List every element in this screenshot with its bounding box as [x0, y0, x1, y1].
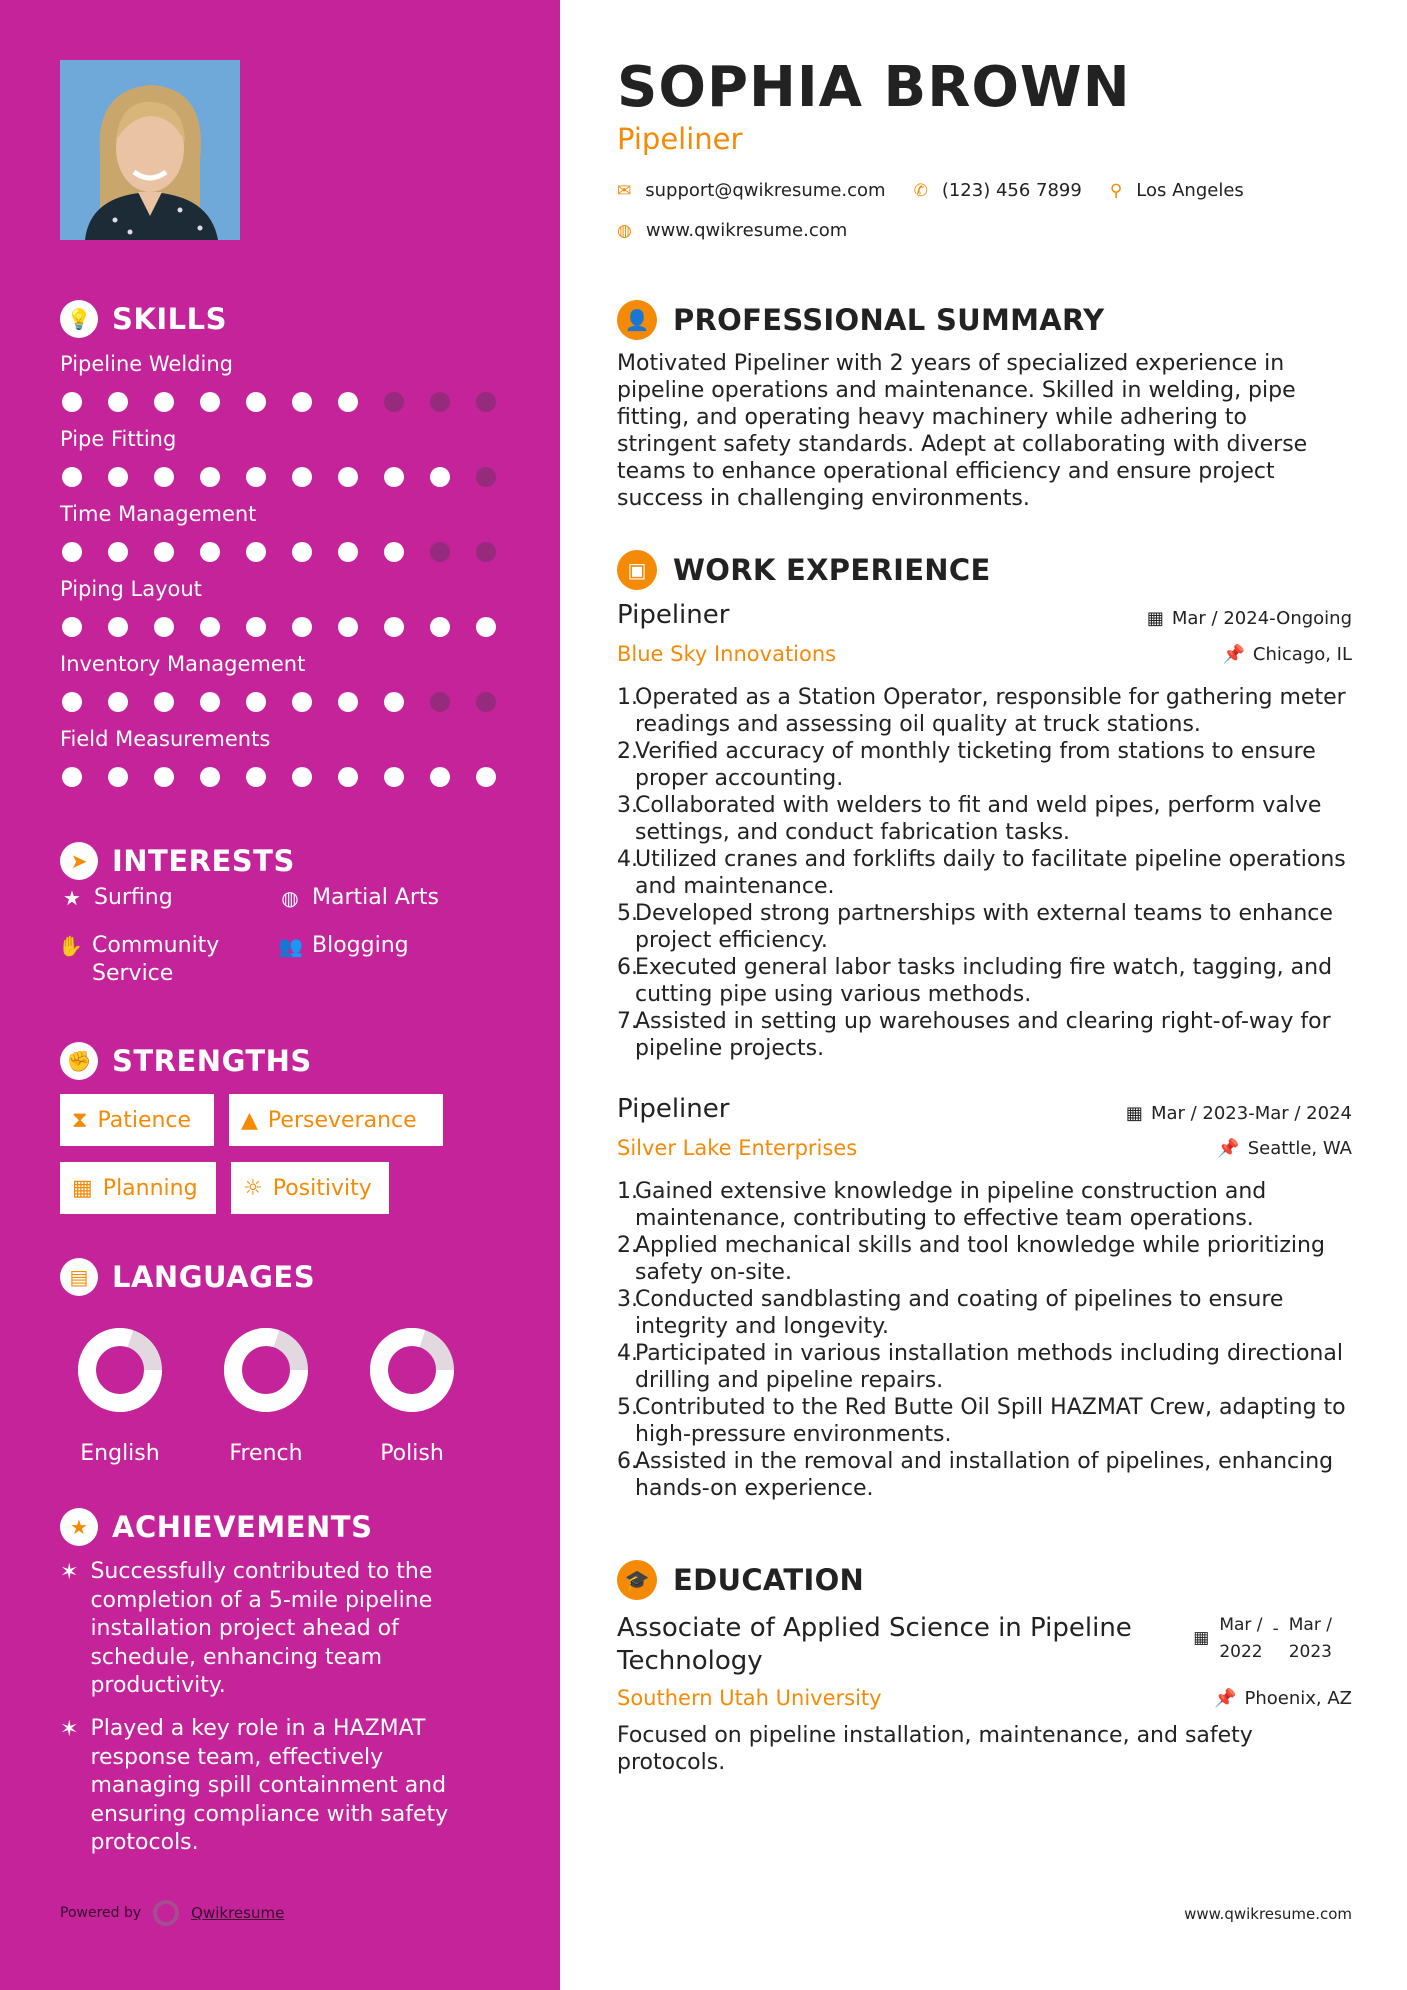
strength-tag: ▲ Perseverance	[229, 1094, 443, 1146]
interest-item: ★ Surfing	[60, 884, 173, 912]
rating-dot-filled	[384, 542, 404, 562]
item-number: 3.	[617, 793, 638, 818]
skill-name: Field Measurements	[60, 727, 271, 751]
rating-dot-filled	[154, 392, 174, 412]
responsibility-item	[617, 792, 1352, 846]
rating-dot-empty	[476, 467, 496, 487]
skill-rating	[62, 542, 500, 562]
pin-icon: 📌	[1214, 1688, 1237, 1709]
skill-rating	[62, 467, 500, 487]
rating-dot-filled	[292, 692, 312, 712]
rating-dot-filled	[108, 542, 128, 562]
degree-title: Associate of Applied Science in Pipeline Technology	[617, 1613, 1132, 1676]
rating-dot-filled	[338, 392, 358, 412]
rating-dot-filled	[154, 767, 174, 787]
rating-dot-empty	[384, 392, 404, 412]
skill-item	[60, 652, 500, 712]
rating-dot-filled	[108, 392, 128, 412]
item-text: Assisted in setting up warehouses and clearing right-of-way for pipeline projects.	[635, 1009, 1331, 1061]
skill-name: Inventory Management	[60, 652, 306, 676]
job-title: Pipeliner	[617, 600, 730, 630]
rating-dot-filled	[108, 617, 128, 637]
language-name: English	[80, 1441, 160, 1466]
language-name: Polish	[380, 1441, 444, 1466]
company-name: Blue Sky Innovations	[617, 642, 837, 666]
star-icon: ★	[63, 886, 81, 910]
website-link[interactable]: www.qwikresume.com	[645, 220, 848, 241]
rating-dot-filled	[200, 617, 220, 637]
responsibility-item	[617, 1232, 1352, 1286]
item-number: 1.	[617, 1179, 638, 1204]
rating-dot-empty	[476, 392, 496, 412]
rating-dot-filled	[108, 692, 128, 712]
rating-dot-filled	[200, 467, 220, 487]
users-icon: 👥	[278, 934, 303, 958]
skill-name: Pipeline Welding	[60, 352, 233, 376]
job-location: 📌 Seattle, WA	[1217, 1138, 1352, 1159]
globe-icon: ◍	[617, 220, 632, 241]
achievements-heading: ★ ACHIEVEMENTS	[60, 1508, 372, 1546]
rating-dot-filled	[246, 392, 266, 412]
sun-icon: ☼	[243, 1175, 263, 1201]
rating-dot-filled	[200, 392, 220, 412]
rating-dot-filled	[292, 467, 312, 487]
item-number: 6.	[617, 1449, 638, 1474]
lightbulb-icon: 💡	[60, 300, 98, 338]
item-text: Developed strong partnerships with external teams to enhance project efficiency.	[635, 901, 1333, 953]
envelope-icon: ✉	[617, 180, 632, 201]
item-number: 4.	[617, 847, 638, 872]
responsibility-item	[617, 900, 1352, 954]
calendar-icon: ▦	[1125, 1103, 1143, 1124]
star-badge-icon: ★	[60, 1508, 98, 1546]
school-name: Southern Utah University	[617, 1686, 882, 1710]
rating-dot-filled	[108, 467, 128, 487]
responsibility-item	[617, 954, 1352, 1008]
rating-dot-filled	[62, 767, 82, 787]
item-text: Conducted sandblasting and coating of pipelines to ensure integrity and longevity.	[635, 1287, 1284, 1339]
contact-row	[617, 180, 1244, 201]
languages-heading: ▤ LANGUAGES	[60, 1258, 315, 1296]
item-number: 3.	[617, 1287, 638, 1312]
rating-dot-filled	[384, 617, 404, 637]
company-name: Silver Lake Enterprises	[617, 1136, 858, 1160]
strength-tag: ▦ Planning	[60, 1162, 216, 1214]
footer-url[interactable]: www.qwikresume.com	[1184, 1905, 1352, 1923]
user-icon: 👤	[617, 300, 657, 340]
education-description: Focused on pipeline installation, maintenance, and safety protocols.	[617, 1723, 1253, 1775]
location-pin-icon: ⚲	[1109, 180, 1123, 201]
job-location: 📌 Chicago, IL	[1222, 644, 1352, 665]
responsibility-item	[617, 1008, 1352, 1062]
item-text: Gained extensive knowledge in pipeline construction and maintenance, contributing to effective team operations.	[635, 1179, 1267, 1231]
paper-plane-icon: ➤	[60, 842, 98, 880]
skill-item	[60, 727, 500, 787]
hourglass-icon: ⧗	[72, 1107, 88, 1133]
rating-dot-filled	[292, 767, 312, 787]
rating-dot-filled	[338, 692, 358, 712]
skill-rating	[62, 692, 500, 712]
interest-item: ✋ Community Service	[58, 933, 220, 986]
item-text: Operated as a Station Operator, responsible for gathering meter readings and assessing oil quality at truck stations.	[635, 685, 1346, 737]
rating-dot-filled	[62, 542, 82, 562]
rating-dot-filled	[338, 467, 358, 487]
strength-tag: ⧗ Patience	[60, 1094, 214, 1146]
item-number: 2.	[617, 739, 638, 764]
rating-dot-filled	[476, 767, 496, 787]
job-responsibilities	[617, 684, 1352, 1062]
item-text: Utilized cranes and forklifts daily to facilitate pipeline operations and maintenance.	[635, 847, 1346, 899]
skill-name: Piping Layout	[60, 577, 202, 601]
calendar-icon: ▦	[72, 1175, 93, 1201]
item-number: 7.	[617, 1009, 638, 1034]
rating-dot-filled	[338, 542, 358, 562]
briefcase-icon: ▣	[617, 550, 657, 590]
skill-rating	[62, 767, 500, 787]
responsibility-item	[617, 684, 1352, 738]
language-item	[352, 1325, 472, 1466]
language-ring	[352, 1325, 472, 1415]
item-number: 2.	[617, 1233, 638, 1258]
rating-dot-empty	[476, 542, 496, 562]
rating-dot-filled	[200, 767, 220, 787]
summary-text: Motivated Pipeliner with 2 years of specialized experience in pipeline operations and maintenance. Skilled in welding, pipe fitting, and operating heavy machinery while adhering to stringent safety standards. Adept at collaborating with diverse teams to enhance operational efficiency and ensure project success in challenging environments.	[617, 351, 1308, 511]
rating-dot-filled	[476, 617, 496, 637]
item-number: 1.	[617, 685, 638, 710]
item-number: 6.	[617, 955, 638, 980]
pin-icon: 📌	[1222, 644, 1245, 665]
rating-dot-filled	[292, 392, 312, 412]
responsibility-item	[617, 738, 1352, 792]
job-title: Pipeliner	[617, 1094, 730, 1124]
calendar-icon: ▦	[1193, 1628, 1210, 1648]
rating-dot-filled	[62, 467, 82, 487]
summary-heading: 👤 PROFESSIONAL SUMMARY	[617, 300, 1104, 340]
education-heading: 🎓 EDUCATION	[617, 1560, 864, 1600]
hand-icon: ✋	[58, 934, 83, 958]
graduation-cap-icon: 🎓	[617, 1560, 657, 1600]
language-name: French	[229, 1441, 303, 1466]
rating-dot-empty	[476, 692, 496, 712]
item-text: Participated in various installation methods including directional drilling and pipeline repairs.	[635, 1341, 1343, 1393]
rating-dot-filled	[292, 617, 312, 637]
language-item	[206, 1325, 326, 1466]
language-ring	[60, 1325, 180, 1415]
rating-dot-filled	[338, 767, 358, 787]
rating-dot-empty	[430, 392, 450, 412]
skill-item	[60, 502, 500, 562]
rating-dot-filled	[200, 542, 220, 562]
responsibility-item	[617, 1178, 1352, 1232]
rating-dot-filled	[430, 767, 450, 787]
rating-dot-filled	[62, 617, 82, 637]
experience-heading: ▣ WORK EXPERIENCE	[617, 550, 991, 590]
candidate-title: Pipeliner	[617, 122, 743, 156]
rating-dot-filled	[154, 542, 174, 562]
road-icon: ▲	[241, 1107, 258, 1133]
rating-dot-filled	[430, 467, 450, 487]
skill-item	[60, 577, 500, 637]
powered-by-link[interactable]: Qwikresume	[191, 1904, 285, 1922]
website-row	[617, 220, 847, 241]
phone-icon: ✆	[913, 180, 928, 201]
strengths-heading: ✊ STRENGTHS	[60, 1042, 312, 1080]
calendar-icon: ▦	[1146, 608, 1164, 629]
email-link[interactable]: support@qwikresume.com	[645, 180, 886, 201]
fist-icon: ✊	[60, 1042, 98, 1080]
item-text: Collaborated with welders to fit and weld pipes, perform valve settings, and conduct fabrication tasks.	[635, 793, 1322, 845]
rating-dot-filled	[154, 467, 174, 487]
achievement-item: ✶ Played a key role in a HAZMAT response team, effectively managing spill containment and ensuring compliance with safety protocols.	[60, 1715, 500, 1858]
responsibility-item	[617, 1448, 1352, 1502]
interests-heading: ➤ INTERESTS	[60, 842, 295, 880]
achievement-item: ✶ Successfully contributed to the completion of a 5-mile pipeline installation project ahead of schedule, enhancing team productivity.	[60, 1558, 500, 1701]
job-date: ▦ Mar / 2024-Ongoing	[1146, 608, 1352, 629]
education-date: ▦ Mar / 2022 - Mar / 2023	[1193, 1612, 1332, 1666]
responsibility-item	[617, 846, 1352, 900]
job-date: ▦ Mar / 2023-Mar / 2024	[1125, 1103, 1352, 1124]
item-text: Applied mechanical skills and tool knowledge while prioritizing safety on-site.	[635, 1233, 1325, 1285]
item-text: Assisted in the removal and installation of pipelines, enhancing hands-on experience.	[635, 1449, 1334, 1501]
rating-dot-filled	[384, 467, 404, 487]
rating-dot-filled	[246, 617, 266, 637]
education-location: 📌 Phoenix, AZ	[1214, 1688, 1352, 1709]
skill-rating	[62, 617, 500, 637]
language-ring	[206, 1325, 326, 1415]
responsibility-item	[617, 1286, 1352, 1340]
rating-dot-filled	[430, 617, 450, 637]
rating-dot-filled	[384, 692, 404, 712]
skills-heading: 💡 SKILLS	[60, 300, 227, 338]
rating-dot-empty	[430, 692, 450, 712]
item-number: 5.	[617, 901, 638, 926]
skill-item	[60, 352, 500, 412]
language-item	[60, 1325, 180, 1466]
rating-dot-filled	[154, 692, 174, 712]
location-text: Los Angeles	[1136, 180, 1244, 201]
phone-text: (123) 456 7899	[941, 180, 1082, 201]
rating-dot-filled	[62, 392, 82, 412]
item-number: 4.	[617, 1341, 638, 1366]
interest-item: ◍ Martial Arts	[278, 884, 439, 912]
rating-dot-filled	[246, 767, 266, 787]
shooting-star-icon: ✶	[60, 1560, 79, 1585]
skill-rating	[62, 392, 500, 412]
rating-dot-filled	[200, 692, 220, 712]
powered-by: Powered by Qwikresume	[60, 1900, 284, 1926]
qwikresume-logo-icon	[153, 1900, 179, 1926]
rating-dot-filled	[292, 542, 312, 562]
rating-dot-filled	[154, 617, 174, 637]
responsibility-item	[617, 1340, 1352, 1394]
skill-name: Pipe Fitting	[60, 427, 177, 451]
item-text: Verified accuracy of monthly ticketing from stations to ensure proper accounting.	[635, 739, 1316, 791]
item-number: 5.	[617, 1395, 638, 1420]
profile-photo	[60, 60, 240, 240]
language-icon: ▤	[60, 1258, 98, 1296]
rating-dot-filled	[62, 692, 82, 712]
skill-item	[60, 427, 500, 487]
globe-icon: ◍	[281, 886, 299, 910]
rating-dot-filled	[108, 767, 128, 787]
shooting-star-icon: ✶	[60, 1717, 79, 1742]
rating-dot-filled	[338, 617, 358, 637]
item-text: Contributed to the Red Butte Oil Spill HAZMAT Crew, adapting to high-pressure environments.	[635, 1395, 1346, 1447]
item-text: Executed general labor tasks including fire watch, tagging, and cutting pipe using various methods.	[635, 955, 1333, 1007]
rating-dot-empty	[430, 542, 450, 562]
sidebar	[0, 0, 560, 1990]
job-responsibilities	[617, 1178, 1352, 1502]
candidate-name: SOPHIA BROWN	[617, 55, 1131, 120]
responsibility-item	[617, 1394, 1352, 1448]
interest-item: 👥 Blogging	[278, 933, 409, 958]
rating-dot-filled	[246, 692, 266, 712]
rating-dot-filled	[246, 542, 266, 562]
rating-dot-filled	[246, 467, 266, 487]
pin-icon: 📌	[1217, 1138, 1240, 1159]
strength-tag: ☼ Positivity	[231, 1162, 389, 1214]
rating-dot-filled	[384, 767, 404, 787]
skill-name: Time Management	[60, 502, 257, 526]
